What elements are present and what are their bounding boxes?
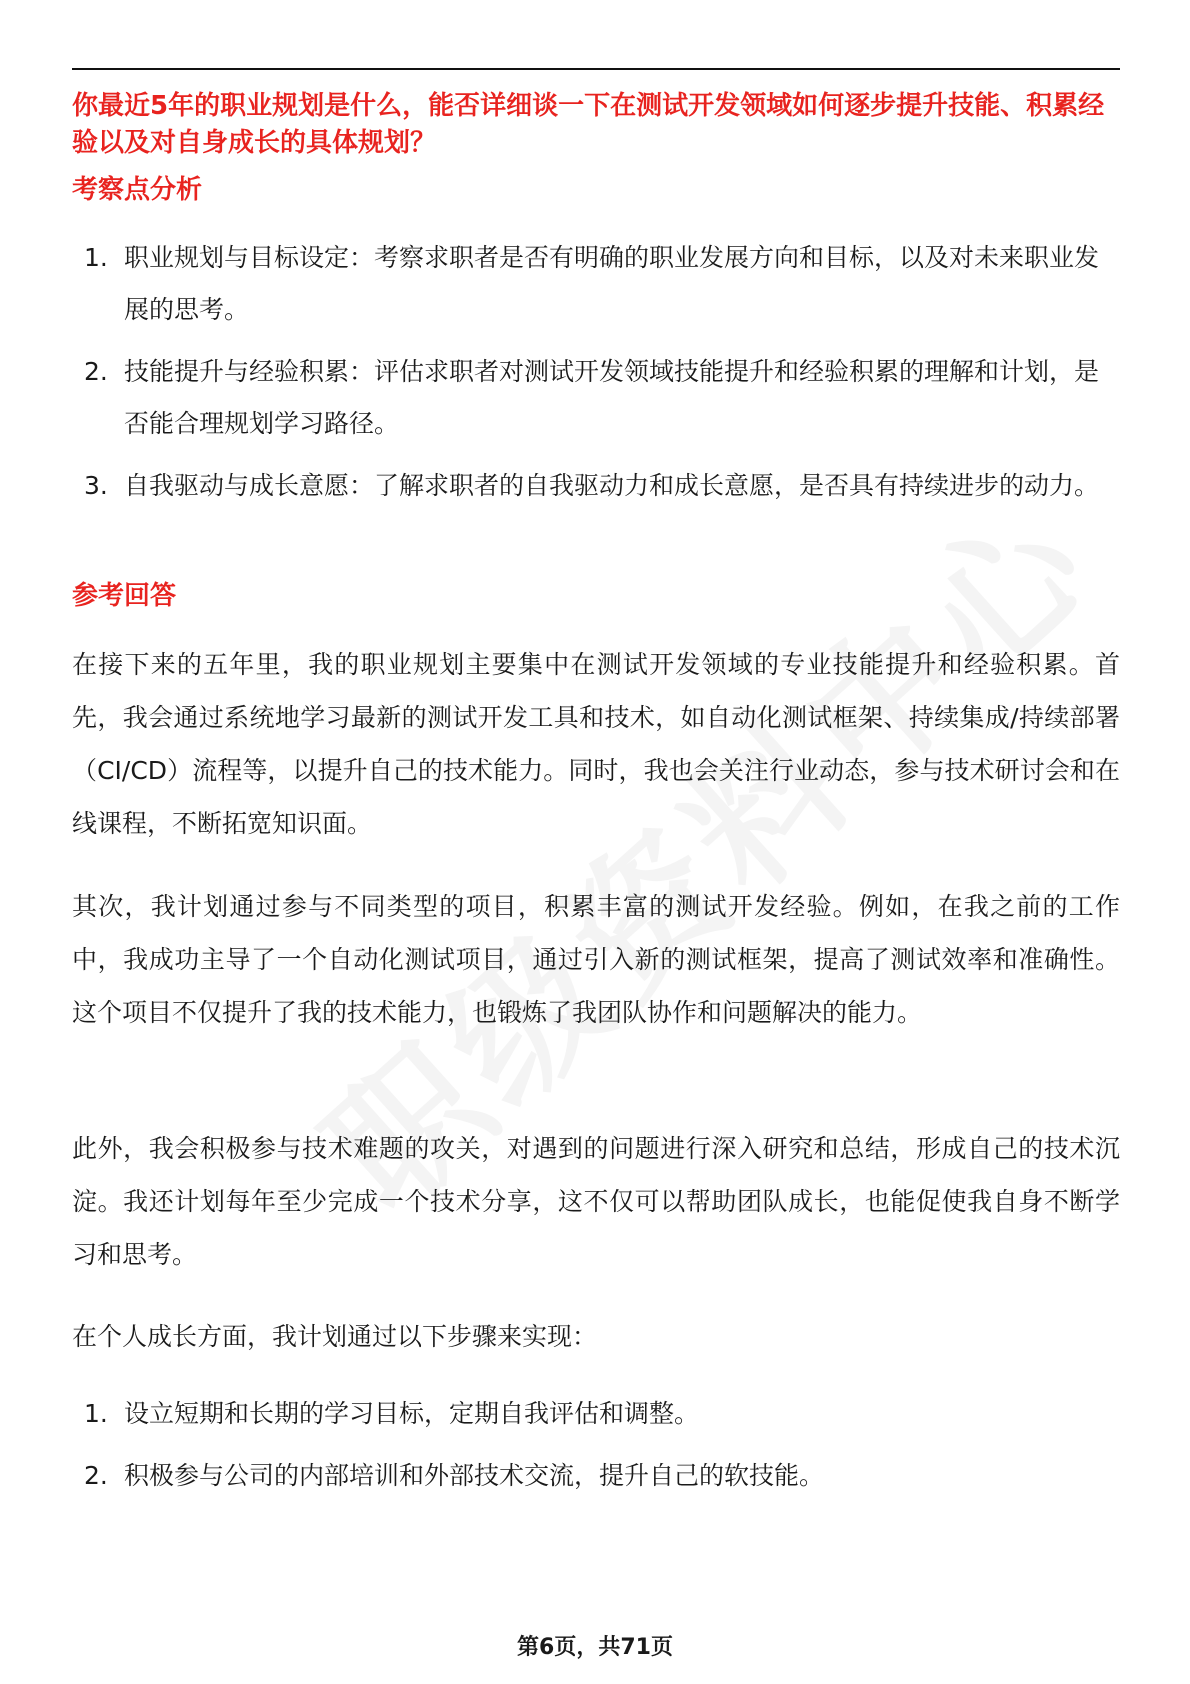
list-item-number: 1. [84, 243, 108, 272]
list-item [72, 232, 1120, 336]
list-item-text: 积极参与公司的内部培训和外部技术交流，提升自己的软技能。 [124, 1461, 825, 1490]
list-item-number: 3. [84, 471, 108, 500]
analysis-heading: 考察点分析 [72, 175, 203, 205]
answer-heading: 参考回答 [72, 581, 177, 611]
list-item [72, 1450, 1120, 1502]
question-title: 你最近5年的职业规划是什么，能否详细谈一下在测试开发领域如何逐步提升技能、积累经验以及对自身成长的具体规划？ [72, 91, 1105, 158]
analysis-list [72, 232, 1120, 512]
answer-paragraph: 在接下来的五年里，我的职业规划主要集中在测试开发领域的专业技能提升和经验积累。首先，我会通过系统地学习最新的测试开发工具和技术，如自动化测试框架、持续集成/持续部署（CI/CD）流程等，以提升自己的技术能力。同时，我也会关注行业动态，参与技术研讨会和在线课程，不断拓宽知识面。 [72, 650, 1120, 838]
list-item-text: 自我驱动与成长意愿：了解求职者的自我驱动力和成长意愿，是否具有持续进步的动力。 [124, 471, 1100, 500]
list-item-text: 设立短期和长期的学习目标，定期自我评估和调整。 [124, 1399, 700, 1428]
top-divider [72, 68, 1120, 70]
list-item-number: 2. [84, 1461, 108, 1490]
list-item [72, 1388, 1120, 1440]
list-item-text: 技能提升与经验积累：评估求职者对测试开发领域技能提升和经验积累的理解和计划，是否能合理规划学习路径。 [124, 357, 1100, 438]
list-item [72, 346, 1120, 450]
answer-paragraph: 此外，我会积极参与技术难题的攻关，对遇到的问题进行深入研究和总结，形成自己的技术沉淀。我还计划每年至少完成一个技术分享，这不仅可以帮助团队成长，也能促使我自身不断学习和思考。 [72, 1134, 1120, 1269]
list-item [72, 460, 1120, 512]
list-item-text: 职业规划与目标设定：考察求职者是否有明确的职业发展方向和目标，以及对未来职业发展的思考。 [124, 243, 1100, 324]
answer-paragraph: 其次，我计划通过参与不同类型的项目，积累丰富的测试开发经验。例如，在我之前的工作中，我成功主导了一个自动化测试项目，通过引入新的测试框架，提高了测试效率和准确性。这个项目不仅提升了我的技术能力，也锻炼了我团队协作和问题解决的能力。 [72, 892, 1120, 1027]
page-number-footer: 第6页，共71页 [517, 1635, 673, 1660]
list-item-number: 1. [84, 1399, 108, 1428]
list-item-number: 2. [84, 357, 108, 386]
answer-paragraph: 在个人成长方面，我计划通过以下步骤来实现： [72, 1322, 598, 1351]
growth-steps-list [72, 1388, 1120, 1502]
